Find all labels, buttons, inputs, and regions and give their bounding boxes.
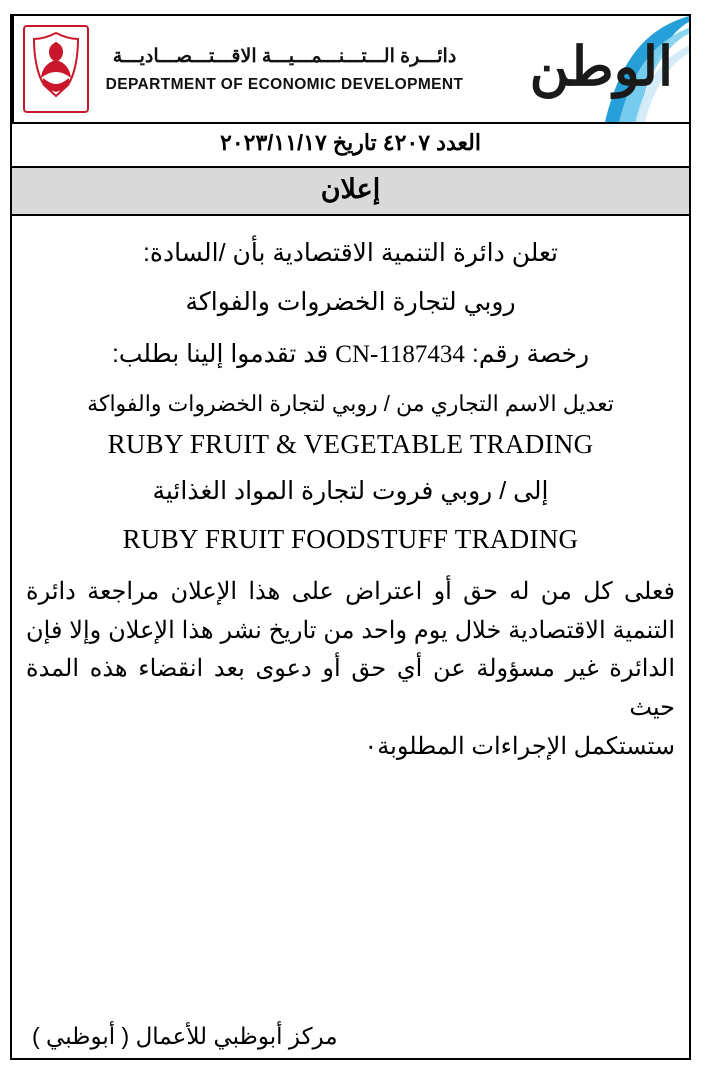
issue-line: العدد ٤٢٠٧ تاريخ ٢٠٢٣/١١/١٧: [12, 124, 689, 168]
license-line: [26, 337, 675, 373]
change-from-label: تعديل الاسم التجاري من / روبي لتجارة الخضروات والفواكة: [87, 391, 614, 416]
change-to-label: إلى / روبي فروت لتجارة المواد الغذائية: [152, 477, 549, 506]
trade-name-arabic: روبي لتجارة الخضروات والفواكة: [185, 288, 516, 316]
license-suffix: قد تقدموا إلينا بطلب:: [111, 339, 329, 368]
emblem-container: [12, 16, 98, 122]
notice-paragraph-tail: ستستكمل الإجراءات المطلوبة٠: [364, 733, 675, 761]
header: [12, 16, 689, 124]
newspaper-logo-text: الوطن: [529, 37, 673, 97]
old-trade-name-english: RUBY FRUIT & VEGETABLE TRADING: [107, 429, 594, 460]
department-titles: [98, 16, 472, 122]
intro-text: تعلن دائرة التنمية الاقتصادية بأن /السادة:: [142, 238, 559, 267]
department-name-english: DEPARTMENT OF ECONOMIC DEVELOPMENT: [105, 75, 464, 93]
announcement-banner: إعلان: [12, 168, 689, 216]
advertisement-frame: [10, 14, 691, 1060]
uae-falcon-emblem-icon: [23, 25, 89, 113]
notice-paragraph: فعلى كل من له حق أو اعتراض على هذا الإعلان مراجعة دائرة التنمية الاقتصادية خلال يوم واحد من تاريخ نشر هذا الإعلان وإلا فإن الدائرة غير مسؤولة عن أي حق أو دعوى بعد انقضاء هذه المدة حيث: [26, 577, 675, 722]
newspaper-logo: [471, 16, 689, 122]
license-prefix: رخصة رقم:: [471, 339, 590, 368]
department-name-arabic: دائـــرة الـــتـــنـــمـــيـــة الاقـــتـــصـــاديـــة: [112, 45, 457, 67]
announcement-body: [12, 216, 689, 1059]
issuing-center: مركز أبوظبي للأعمال ( أبوظبي ): [32, 1023, 338, 1049]
license-number: CN-1187434: [335, 340, 465, 368]
new-trade-name-english: RUBY FRUIT FOODSTUFF TRADING: [122, 523, 579, 554]
